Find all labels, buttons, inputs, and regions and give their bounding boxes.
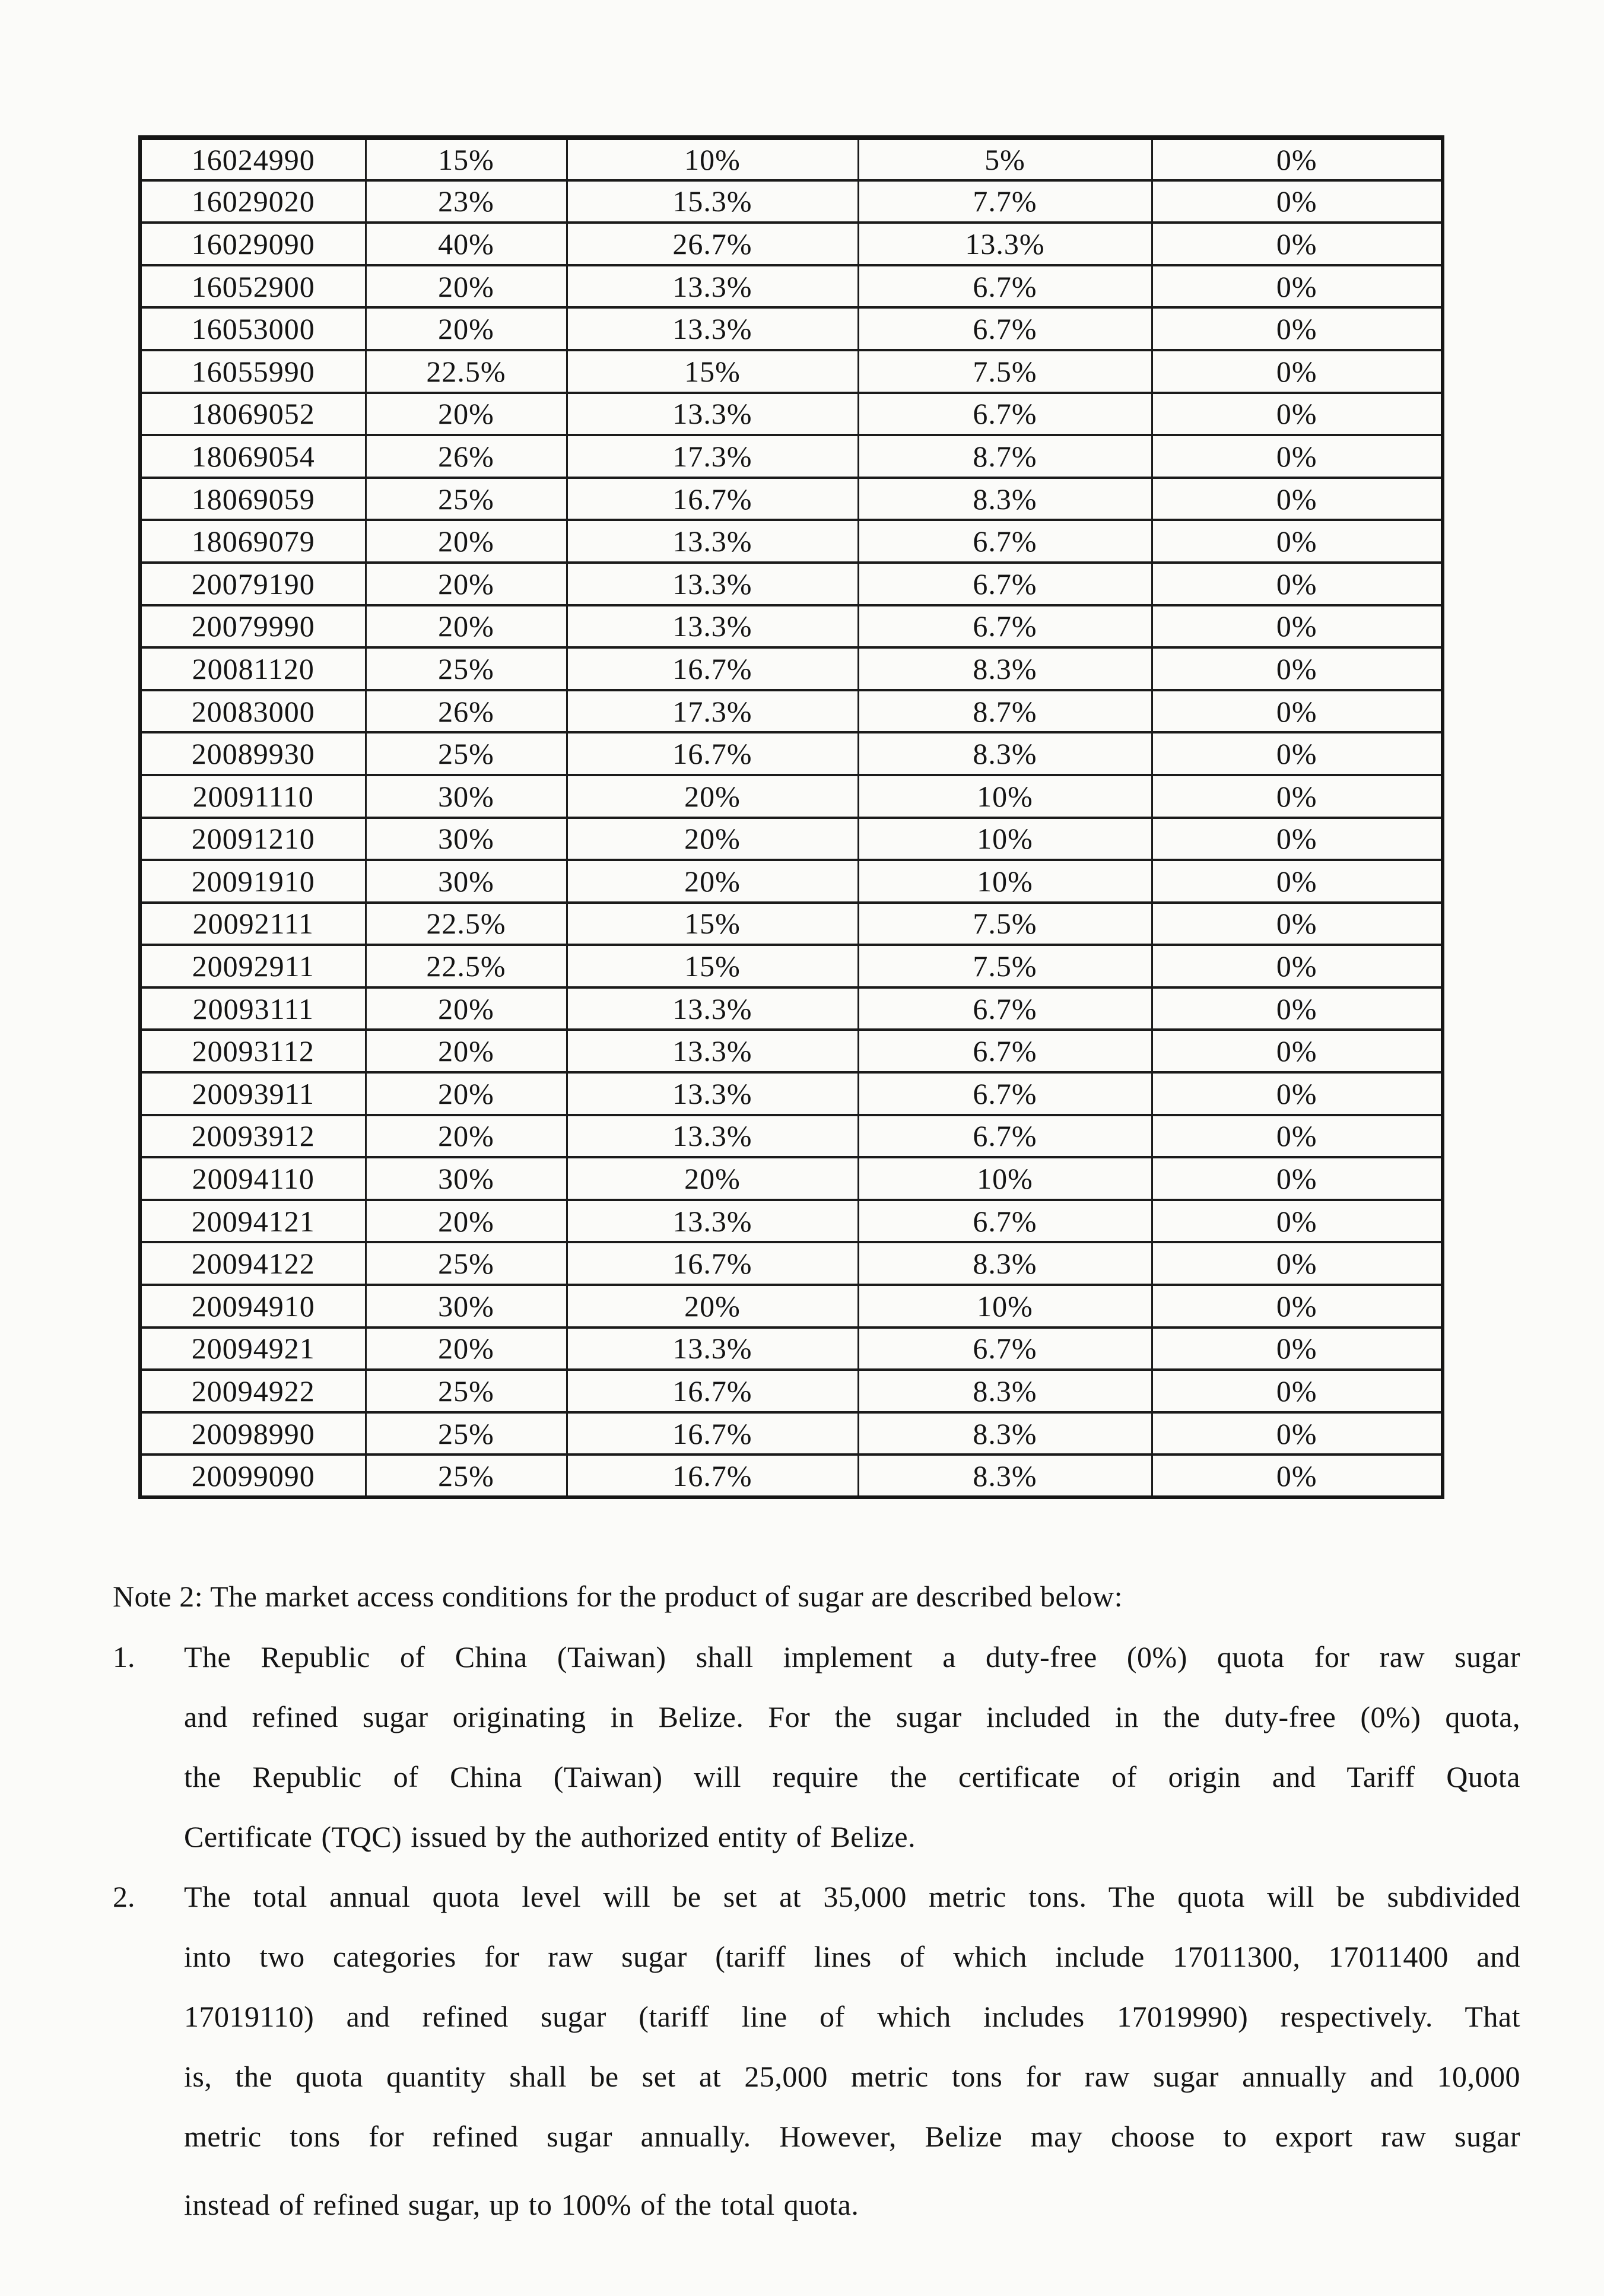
tariff-rate-cell: 0% [1152,647,1443,690]
paragraph-line: The total annual quota level will be set at 35,000 metric tons. The quota will be subdivided [184,1880,1520,1913]
tariff-rate-cell: 6.7% [858,1072,1152,1115]
note-item-1-number: 1. [113,1640,135,1673]
tariff-rate-cell: 10% [858,818,1152,860]
table-row [140,265,1443,308]
tariff-rate-cell: 16.7% [567,1455,858,1497]
tariff-code-cell: 20093112 [140,1030,366,1072]
tariff-rate-cell: 0% [1152,478,1443,520]
tariff-rate-cell: 0% [1152,775,1443,818]
paragraph-line: metric tons for refined sugar annually. However, Belize may choose to export raw sugar [184,2120,1520,2153]
table-row [140,732,1443,775]
table-row [140,945,1443,987]
tariff-rate-cell: 40% [366,223,567,265]
table-row [140,605,1443,648]
tariff-code-cell: 20098990 [140,1412,366,1455]
tariff-rate-cell: 0% [1152,265,1443,308]
tariff-rate-cell: 0% [1152,1115,1443,1158]
tariff-rate-cell: 8.3% [858,1242,1152,1285]
tariff-rate-cell: 13.3% [567,605,858,648]
tariff-code-cell: 16029020 [140,180,366,223]
tariff-rate-cell: 6.7% [858,307,1152,350]
note-item-2-number: 2. [113,1880,135,1913]
tariff-rate-cell: 0% [1152,1455,1443,1497]
tariff-rate-cell: 0% [1152,1072,1443,1115]
paragraph-line: instead of refined sugar, up to 100% of the total quota. [184,2188,859,2221]
tariff-rate-cell: 7.5% [858,903,1152,945]
tariff-rate-cell: 6.7% [858,605,1152,648]
tariff-rate-cell: 0% [1152,563,1443,605]
table-row [140,903,1443,945]
tariff-rate-cell: 20% [366,1200,567,1243]
table-row [140,1285,1443,1328]
tariff-code-cell: 18069054 [140,435,366,478]
tariff-rate-cell: 8.7% [858,690,1152,733]
tariff-rate-cell: 8.3% [858,1370,1152,1412]
tariff-rate-cell: 20% [366,393,567,436]
tariff-rate-cell: 13.3% [567,987,858,1030]
paragraph-line: 17019110) and refined sugar (tariff line of which includes 17019990) respectively. That [184,2000,1520,2033]
table-row [140,1370,1443,1412]
tariff-rate-cell: 10% [858,1285,1152,1328]
tariff-rate-cell: 25% [366,1455,567,1497]
tariff-code-cell: 20099090 [140,1455,366,1497]
tariff-rate-cell: 15.3% [567,180,858,223]
tariff-rate-cell: 16.7% [567,478,858,520]
tariff-rate-cell: 0% [1152,732,1443,775]
tariff-rate-cell: 20% [366,1072,567,1115]
tariff-rate-cell: 17.3% [567,690,858,733]
tariff-code-cell: 20089930 [140,732,366,775]
tariff-rate-cell: 20% [567,860,858,903]
tariff-rate-cell: 0% [1152,1030,1443,1072]
tariff-rate-cell: 25% [366,478,567,520]
tariff-rate-cell: 22.5% [366,350,567,393]
tariff-code-cell: 20094110 [140,1157,366,1200]
tariff-code-cell: 16052900 [140,265,366,308]
note-item-2-body [184,1867,1520,2235]
table-row [140,818,1443,860]
tariff-code-cell: 20079190 [140,563,366,605]
tariff-code-cell: 20094922 [140,1370,366,1412]
table-row [140,435,1443,478]
table-row [140,1072,1443,1115]
tariff-rate-cell: 0% [1152,223,1443,265]
paragraph-line: The Republic of China (Taiwan) shall implement a duty-free (0%) quota for raw sugar [184,1640,1520,1673]
tariff-rate-cell: 30% [366,1285,567,1328]
table-row [140,307,1443,350]
table-row [140,1242,1443,1285]
tariff-rate-cell: 23% [366,180,567,223]
tariff-rate-cell: 5% [858,138,1152,180]
table-row [140,1030,1443,1072]
tariff-rate-cell: 20% [366,1115,567,1158]
table-row [140,647,1443,690]
tariff-rate-cell: 20% [366,307,567,350]
tariff-rate-cell: 0% [1152,1157,1443,1200]
tariff-rate-cell: 0% [1152,520,1443,563]
tariff-rate-cell: 10% [858,860,1152,903]
tariff-rate-cell: 26.7% [567,223,858,265]
tariff-rate-cell: 13.3% [858,223,1152,265]
table-row [140,775,1443,818]
tariff-rate-cell: 0% [1152,350,1443,393]
table-row [140,563,1443,605]
tariff-rate-cell: 20% [567,775,858,818]
tariff-table-body [140,138,1443,1497]
tariff-code-cell: 20094910 [140,1285,366,1328]
tariff-code-cell: 20083000 [140,690,366,733]
tariff-code-cell: 20093911 [140,1072,366,1115]
table-row [140,1412,1443,1455]
tariff-rate-cell: 0% [1152,1285,1443,1328]
tariff-rate-cell: 25% [366,647,567,690]
tariff-rate-cell: 15% [567,350,858,393]
tariff-rate-cell: 30% [366,860,567,903]
tariff-rate-cell: 20% [366,265,567,308]
notes-section [113,1567,1520,2235]
tariff-rate-cell: 30% [366,818,567,860]
tariff-code-cell: 20093111 [140,987,366,1030]
table-row [140,690,1443,733]
tariff-rate-cell: 22.5% [366,945,567,987]
tariff-rate-cell: 0% [1152,138,1443,180]
note-item-1-body [184,1627,1520,1867]
tariff-rate-cell: 13.3% [567,1328,858,1370]
table-row [140,180,1443,223]
table-row [140,393,1443,436]
tariff-rate-cell: 8.3% [858,1412,1152,1455]
tariff-code-cell: 20094121 [140,1200,366,1243]
tariff-rate-cell: 6.7% [858,265,1152,308]
table-row [140,350,1443,393]
tariff-rate-cell: 8.3% [858,478,1152,520]
tariff-code-cell: 20091110 [140,775,366,818]
tariff-rate-cell: 13.3% [567,265,858,308]
tariff-rate-cell: 20% [567,1285,858,1328]
tariff-rate-cell: 10% [858,1157,1152,1200]
table-row [140,223,1443,265]
tariff-rate-cell: 20% [366,520,567,563]
tariff-rate-cell: 16.7% [567,647,858,690]
tariff-rate-cell: 13.3% [567,393,858,436]
tariff-rates-table [138,135,1444,1499]
tariff-code-cell: 20094122 [140,1242,366,1285]
note-item-2 [113,1867,1520,2235]
tariff-rate-cell: 13.3% [567,563,858,605]
tariff-rate-cell: 0% [1152,1242,1443,1285]
table-row [140,1455,1443,1497]
table-row [140,138,1443,180]
tariff-code-cell: 16053000 [140,307,366,350]
tariff-rate-cell: 0% [1152,1370,1443,1412]
tariff-rate-cell: 0% [1152,307,1443,350]
tariff-rate-cell: 7.5% [858,350,1152,393]
tariff-rate-cell: 10% [567,138,858,180]
tariff-rate-cell: 13.3% [567,1200,858,1243]
tariff-rate-cell: 15% [567,945,858,987]
tariff-rate-cell: 13.3% [567,1072,858,1115]
tariff-rate-cell: 25% [366,1370,567,1412]
tariff-code-cell: 20081120 [140,647,366,690]
tariff-rate-cell: 8.7% [858,435,1152,478]
tariff-code-cell: 20094921 [140,1328,366,1370]
tariff-rate-cell: 25% [366,1242,567,1285]
tariff-code-cell: 18069079 [140,520,366,563]
tariff-rate-cell: 25% [366,732,567,775]
tariff-code-cell: 16029090 [140,223,366,265]
tariff-rate-cell: 25% [366,1412,567,1455]
tariff-rate-cell: 13.3% [567,1115,858,1158]
note-item-1 [113,1627,1520,1867]
tariff-rate-cell: 0% [1152,1200,1443,1243]
tariff-rate-cell: 6.7% [858,563,1152,605]
tariff-rate-cell: 8.3% [858,1455,1152,1497]
tariff-rate-cell: 6.7% [858,1328,1152,1370]
tariff-rate-cell: 6.7% [858,1115,1152,1158]
note-2-heading: Note 2: The market access conditions for the product of sugar are described below: [113,1580,1123,1613]
tariff-rate-cell: 16.7% [567,732,858,775]
tariff-rate-cell: 13.3% [567,1030,858,1072]
tariff-code-cell: 16055990 [140,350,366,393]
tariff-rate-cell: 0% [1152,945,1443,987]
tariff-code-cell: 18069052 [140,393,366,436]
tariff-code-cell: 20092111 [140,903,366,945]
table-row [140,860,1443,903]
tariff-rate-cell: 6.7% [858,520,1152,563]
tariff-rate-cell: 7.7% [858,180,1152,223]
tariff-rate-cell: 0% [1152,1328,1443,1370]
tariff-rate-cell: 8.3% [858,732,1152,775]
tariff-rate-cell: 30% [366,1157,567,1200]
tariff-rate-cell: 20% [366,1030,567,1072]
tariff-rate-cell: 0% [1152,1412,1443,1455]
tariff-rate-cell: 20% [366,605,567,648]
tariff-rate-cell: 22.5% [366,903,567,945]
tariff-rate-cell: 13.3% [567,307,858,350]
tariff-rate-cell: 26% [366,435,567,478]
tariff-rate-cell: 6.7% [858,393,1152,436]
tariff-code-cell: 16024990 [140,138,366,180]
paragraph-line: and refined sugar originating in Belize. For the sugar included in the duty-free (0%) quota, [184,1700,1520,1733]
tariff-rate-cell: 6.7% [858,1030,1152,1072]
tariff-code-cell: 20091910 [140,860,366,903]
tariff-rate-cell: 0% [1152,818,1443,860]
tariff-rate-cell: 0% [1152,903,1443,945]
tariff-rate-cell: 10% [858,775,1152,818]
table-row [140,1200,1443,1243]
tariff-code-cell: 18069059 [140,478,366,520]
tariff-rate-cell: 15% [366,138,567,180]
tariff-code-cell: 20079990 [140,605,366,648]
tariff-rate-cell: 20% [366,563,567,605]
tariff-rate-cell: 20% [366,1328,567,1370]
tariff-rate-cell: 0% [1152,860,1443,903]
table-row [140,1328,1443,1370]
table-row [140,1157,1443,1200]
tariff-rate-cell: 26% [366,690,567,733]
tariff-code-cell: 20093912 [140,1115,366,1158]
tariff-rate-cell: 0% [1152,605,1443,648]
paragraph-line: the Republic of China (Taiwan) will require the certificate of origin and Tariff Quota [184,1760,1520,1793]
paragraph-line: into two categories for raw sugar (tariff lines of which include 17011300, 17011400 and [184,1940,1520,1973]
tariff-code-cell: 20091210 [140,818,366,860]
tariff-rate-cell: 0% [1152,435,1443,478]
table-row [140,987,1443,1030]
table-row [140,520,1443,563]
tariff-rate-cell: 13.3% [567,520,858,563]
tariff-rate-cell: 6.7% [858,987,1152,1030]
table-row [140,478,1443,520]
paragraph-line: Certificate (TQC) issued by the authorized entity of Belize. [184,1820,916,1853]
tariff-rate-cell: 16.7% [567,1370,858,1412]
tariff-rate-cell: 20% [567,1157,858,1200]
tariff-rate-cell: 7.5% [858,945,1152,987]
tariff-rate-cell: 0% [1152,393,1443,436]
tariff-rate-cell: 17.3% [567,435,858,478]
tariff-rate-cell: 15% [567,903,858,945]
tariff-rate-cell: 0% [1152,690,1443,733]
tariff-code-cell: 20092911 [140,945,366,987]
paragraph-line: is, the quota quantity shall be set at 25,000 metric tons for raw sugar annually and 10,000 [184,2060,1520,2093]
tariff-rate-cell: 20% [567,818,858,860]
tariff-rate-cell: 0% [1152,987,1443,1030]
tariff-rate-cell: 8.3% [858,647,1152,690]
tariff-rate-cell: 16.7% [567,1412,858,1455]
tariff-rate-cell: 20% [366,987,567,1030]
tariff-rate-cell: 6.7% [858,1200,1152,1243]
table-row [140,1115,1443,1158]
tariff-rate-cell: 0% [1152,180,1443,223]
tariff-rate-cell: 30% [366,775,567,818]
tariff-rate-cell: 16.7% [567,1242,858,1285]
